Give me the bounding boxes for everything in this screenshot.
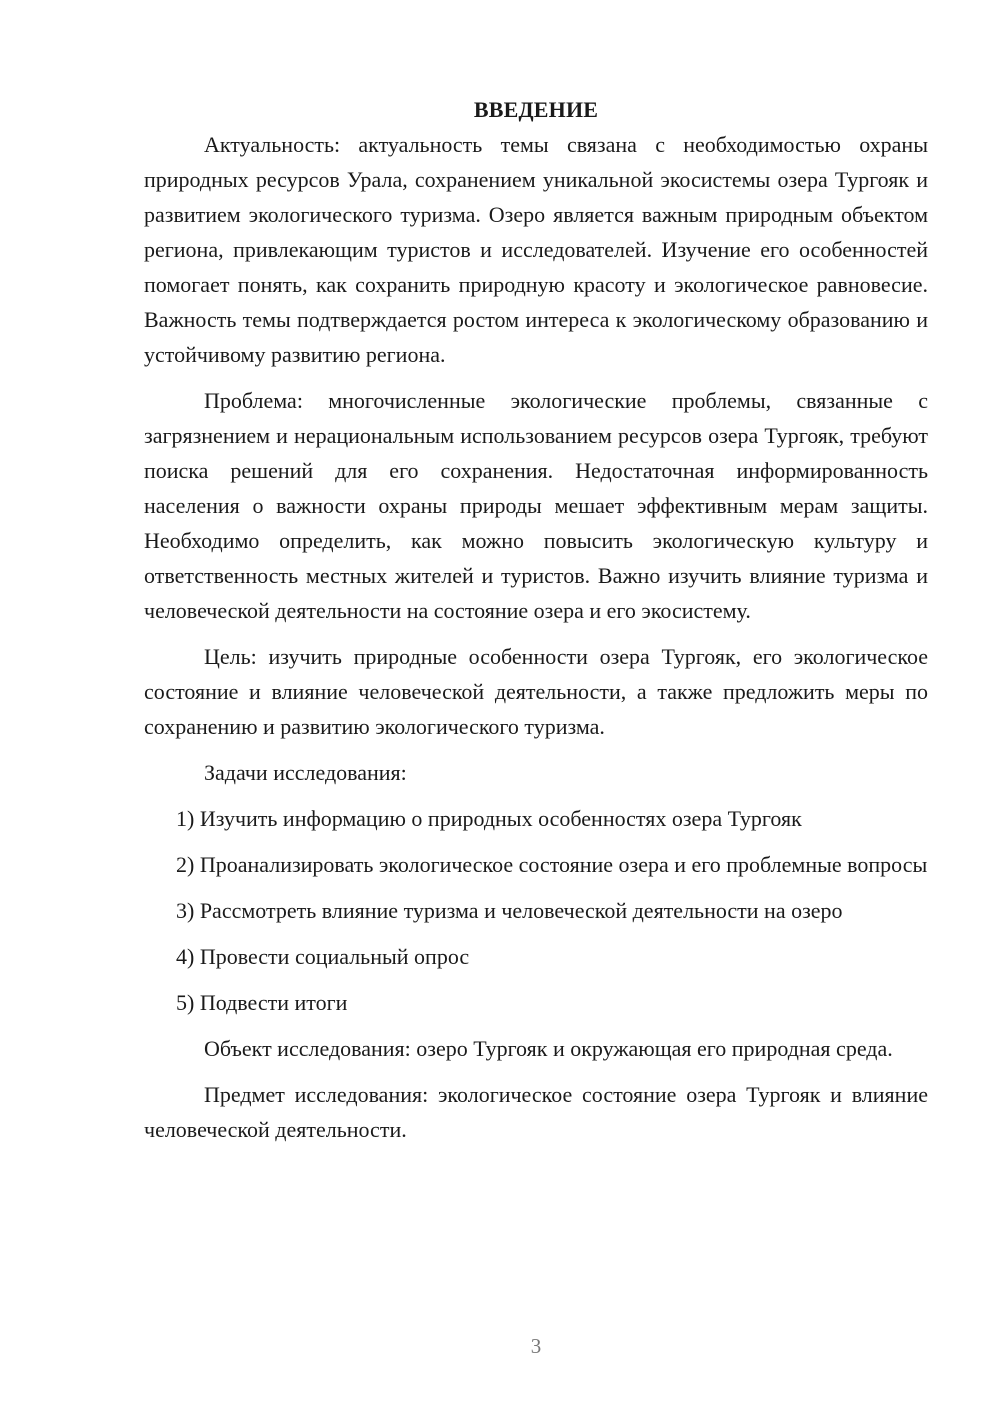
goal-paragraph: Цель: изучить природные особенности озера Тургояк, его экологическое состояние и влияние человеческой деятельности, а также предложить меры по сохранению и развитию экологического туризма. [144,644,928,739]
subject-paragraph: Предмет исследования: экологическое состояние озера Тургояк и влияние человеческой деятельности. [144,1082,928,1142]
problem-paragraph: Проблема: многочисленные экологические проблемы, связанные с загрязнением и нерациональным использованием ресурсов озера Тургояк, требуют поиска решений для его сохранения. Недостаточная информированность населения о важности охраны природы мешает эффективным мерам защиты. Необходимо определить, как можно повысить экологическую культуру и ответственность местных жителей и туристов. Важно изучить влияние туризма и человеческой деятельности на состояние озера и его экосистему. [144,388,928,623]
object-paragraph: Объект исследования: озеро Тургояк и окружающая его природная среда. [204,1036,893,1061]
task-item-5: 5) Подвести итоги [176,990,348,1015]
page-title: ВВЕДЕНИЕ [473,97,599,122]
relevance-paragraph: Актуальность: актуальность темы связана с необходимостью охраны природных ресурсов Урала, сохранением уникальной экосистемы озера Тургояк и развитием экологического туризма. Озеро является важным природным объектом региона, привлекающим туристов и исследователей. Изучение его особенностей помогает понять, как сохранить природную красоту и экологическое равновесие. Важность темы подтверждается ростом интереса к экологическому образованию и устойчивому развитию региона. [144,132,928,367]
page-number: 3 [530,1334,542,1358]
task-item-2: 2) Проанализировать экологическое состояние озера и его проблемные вопросы [176,852,928,877]
document-body [144,92,928,1158]
task-item-1: 1) Изучить информацию о природных особенностях озера Тургояк [176,806,802,831]
task-item-3: 3) Рассмотреть влияние туризма и человеческой деятельности на озеро [176,898,843,923]
task-item-4: 4) Провести социальный опрос [176,944,470,969]
tasks-heading: Задачи исследования: [204,760,407,785]
